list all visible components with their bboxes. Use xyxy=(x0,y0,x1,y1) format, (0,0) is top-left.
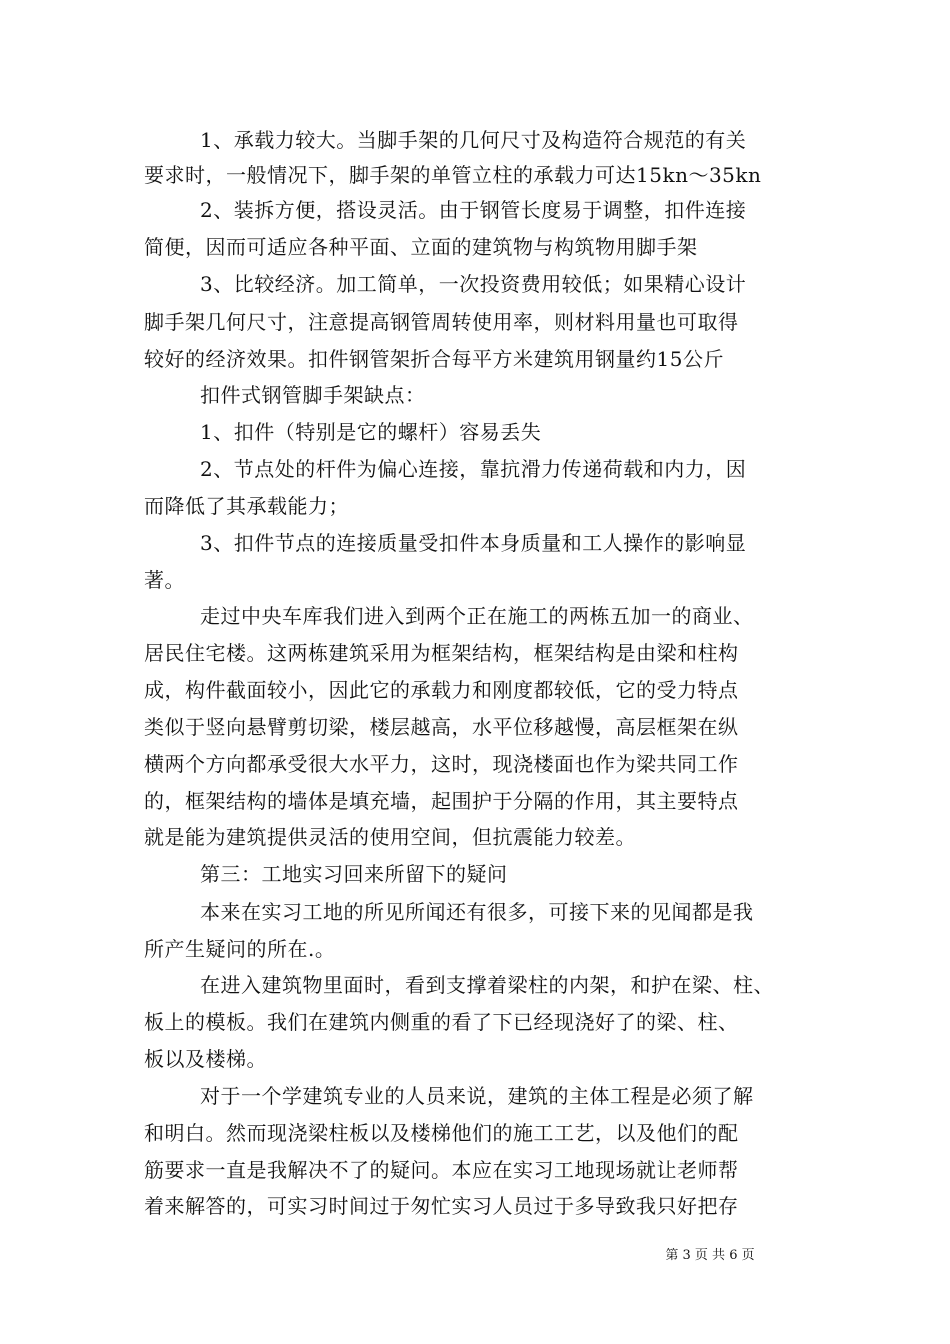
text-line: 筋要求一直是我解决不了的疑问。本应在实习工地现场就让老师帮 xyxy=(144,1158,739,1182)
text-line: 2、节点处的杆件为偏心连接，靠抗滑力传递荷载和内力，因 xyxy=(200,457,747,481)
section-heading: 第三：工地实习回来所留下的疑问 xyxy=(200,862,508,886)
text-line: 就是能为建筑提供灵活的使用空间，但抗震能力较差。 xyxy=(144,825,636,849)
text-line: 而降低了其承载能力； xyxy=(144,494,349,518)
text-line: 所产生疑问的所在.。 xyxy=(144,937,336,961)
text-line: 板以及楼梯。 xyxy=(144,1047,267,1071)
text-line: 成，构件截面较小，因此它的承载力和刚度都较低，它的受力特点 xyxy=(144,678,739,702)
text-line: 较好的经济效果。扣件钢管架折合每平方米建筑用钢量约15公斤 xyxy=(144,347,724,371)
text-line: 和明白。然而现浇梁柱板以及楼梯他们的施工工艺，以及他们的配 xyxy=(144,1121,739,1145)
text-line: 对于一个学建筑专业的人员来说，建筑的主体工程是必须了解 xyxy=(200,1084,754,1108)
page-number-footer xyxy=(0,1246,950,1266)
text-line: 本来在实习工地的所见所闻还有很多，可接下来的见闻都是我 xyxy=(200,900,754,924)
text-line: 著。 xyxy=(144,568,185,592)
text-line: 要求时，一般情况下，脚手架的单管立柱的承载力可达15kn～35kn xyxy=(144,163,762,187)
text-line: 着来解答的，可实习时间过于匆忙实习人员过于多导致我只好把存 xyxy=(144,1194,739,1218)
text-line: 3、比较经济。加工简单，一次投资费用较低；如果精心设计 xyxy=(200,272,747,296)
text-line: 2、装拆方便，搭设灵活。由于钢管长度易于调整，扣件连接 xyxy=(200,198,747,222)
text-line: 1、承载力较大。当脚手架的几何尺寸及构造符合规范的有关 xyxy=(200,128,747,152)
text-line: 走过中央车库我们进入到两个正在施工的两栋五加一的商业、 xyxy=(200,604,754,628)
text-line: 横两个方向都承受很大水平力，这时，现浇楼面也作为梁共同工作 xyxy=(144,752,739,776)
text-line: 类似于竖向悬臂剪切梁，楼层越高，水平位移越慢，高层框架在纵 xyxy=(144,715,739,739)
text-line: 1、扣件（特别是它的螺杆）容易丢失 xyxy=(200,420,542,444)
page-number-text: 第 3 页 共 6 页 xyxy=(665,1248,755,1263)
text-line: 在进入建筑物里面时，看到支撑着梁柱的内架，和护在梁、柱、 xyxy=(200,973,774,997)
text-line: 的，框架结构的墙体是填充墙，起围护于分隔的作用，其主要特点 xyxy=(144,789,739,813)
section-heading: 扣件式钢管脚手架缺点： xyxy=(200,383,426,407)
text-line: 板上的模板。我们在建筑内侧重的看了下已经现浇好了的梁、柱、 xyxy=(144,1010,739,1034)
text-line: 居民住宅楼。这两栋建筑采用为框架结构，框架结构是由梁和柱构 xyxy=(144,641,739,665)
text-line: 简便，因而可适应各种平面、立面的建筑物与构筑物用脚手架 xyxy=(144,235,698,259)
text-line: 3、扣件节点的连接质量受扣件本身质量和工人操作的影响显 xyxy=(200,531,747,555)
text-line: 脚手架几何尺寸，注意提高钢管周转使用率，则材料用量也可取得 xyxy=(144,310,739,334)
